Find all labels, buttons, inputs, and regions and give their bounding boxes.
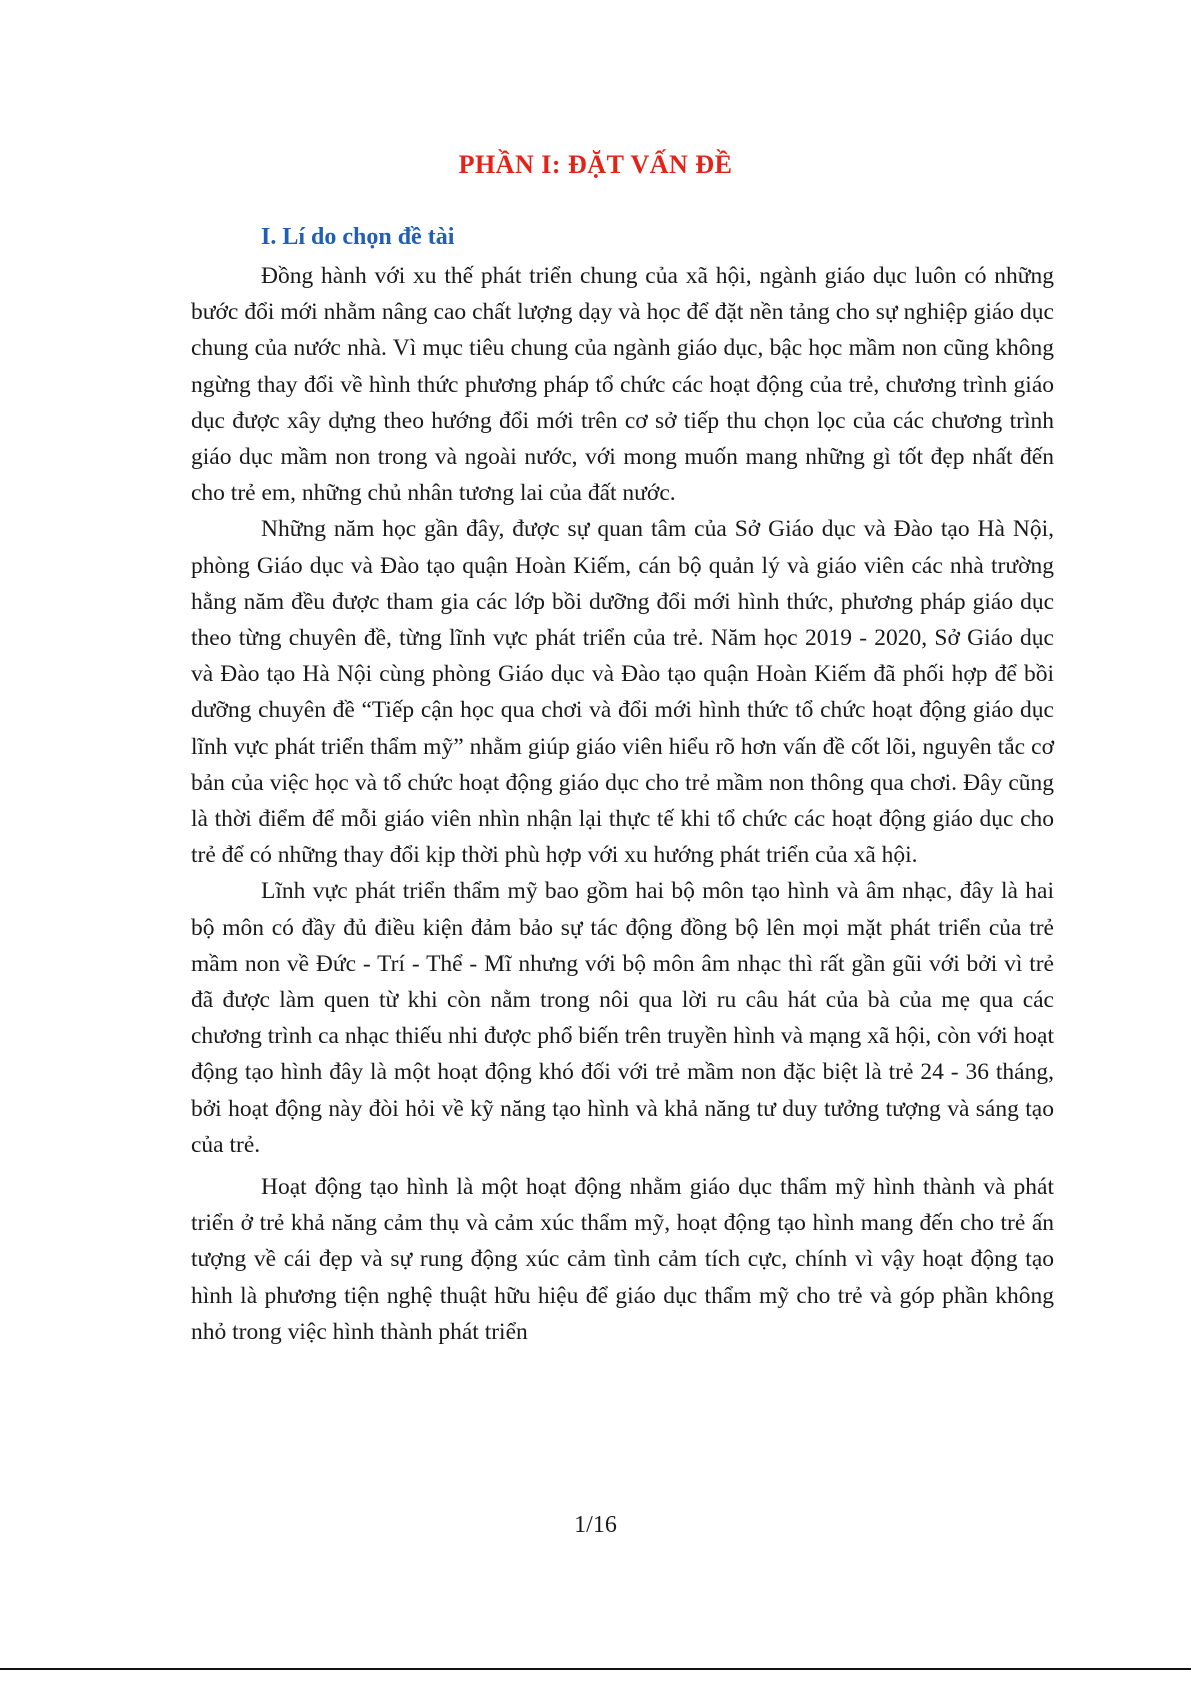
part-title: PHẦN I: ĐẶT VẤN ĐỀ	[458, 150, 733, 179]
body-text	[191, 258, 1054, 1350]
page-number: 1/16	[574, 1512, 617, 1538]
paragraph-3: Lĩnh vực phát triển thẩm mỹ bao gồm hai bộ môn tạo hình và âm nhạc, đây là hai bộ môn có đầy đủ điều kiện đảm bảo sự tác động đồng bộ lên mọi mặt phát triển của trẻ mầm non về Đức - Trí - Thể - Mĩ nhưng với bộ môn âm nhạc thì rất gần gũi với bởi vì trẻ đã được làm quen từ khi còn nằm trong nôi qua lời ru câu hát của bà của mẹ qua các chương trình ca nhạc thiếu nhi được phổ biến trên truyền hình và mạng xã hội, còn với hoạt động tạo hình đây là một hoạt động khó đối với trẻ mầm non đặc biệt là trẻ 24 - 36 tháng, bởi hoạt động này đòi hỏi về kỹ năng tạo hình và khả năng tư duy tưởng tượng và sáng tạo của trẻ.	[191, 878, 1054, 1158]
paragraph-4: Hoạt động tạo hình là một hoạt động nhằm giáo dục thẩm mỹ hình thành và phát triển ở trẻ khả năng cảm thụ và cảm xúc thẩm mỹ, hoạt động tạo hình mang đến cho trẻ ấn tượng về cái đẹp và sự rung động xúc cảm tình cảm tích cực, chính vì vậy hoạt động tạo hình là phương tiện nghệ thuật hữu hiệu để giáo dục thẩm mỹ cho trẻ và góp phần không nhỏ trong việc hình thành phát triển	[191, 1174, 1054, 1345]
paragraph-2: Những năm học gần đây, được sự quan tâm của Sở Giáo dục và Đào tạo Hà Nội, phòng Giáo dục và Đào tạo quận Hoàn Kiếm, cán bộ quản lý và giáo viên các nhà trường hằng năm đều được tham gia các lớp bồi dưỡng đổi mới hình thức, phương pháp giáo dục theo từng chuyên đề, từng lĩnh vực phát triển của trẻ. Năm học 2019 - 2020, Sở Giáo dục và Đào tạo Hà Nội cùng phòng Giáo dục và Đào tạo quận Hoàn Kiếm đã phối hợp để bồi dưỡng chuyên đề “Tiếp cận học qua chơi và đổi mới hình thức tổ chức hoạt động giáo dục lĩnh vực phát triển thẩm mỹ” nhằm giúp giáo viên hiểu rõ hơn vấn đề cốt lõi, nguyên tắc cơ bản của việc học và tổ chức hoạt động giáo dục cho trẻ mầm non thông qua chơi. Đây cũng là thời điểm để mỗi giáo viên nhìn nhận lại thực tế khi tổ chức các hoạt động giáo dục cho trẻ để có những thay đổi kịp thời phù hợp với xu hướng phát triển của xã hội.	[191, 516, 1054, 869]
bottom-divider	[0, 1668, 1191, 1670]
section-heading: I. Lí do chọn đề tài	[261, 224, 455, 250]
paragraph-1: Đồng hành với xu thế phát triển chung của xã hội, ngành giáo dục luôn có những bước đổi mới nhằm nâng cao chất lượng dạy và học để đặt nền tảng cho sự nghiệp giáo dục chung của nước nhà. Vì mục tiêu chung của ngành giáo dục, bậc học mầm non cũng không ngừng thay đổi về hình thức phương pháp tổ chức các hoạt động của trẻ, chương trình giáo dục được xây dựng theo hướng đổi mới trên cơ sở tiếp thu chọn lọc của các chương trình giáo dục mầm non trong và ngoài nước, với mong muốn mang những gì tốt đẹp nhất đến cho trẻ em, những chủ nhân tương lai của đất nước.	[191, 263, 1054, 507]
